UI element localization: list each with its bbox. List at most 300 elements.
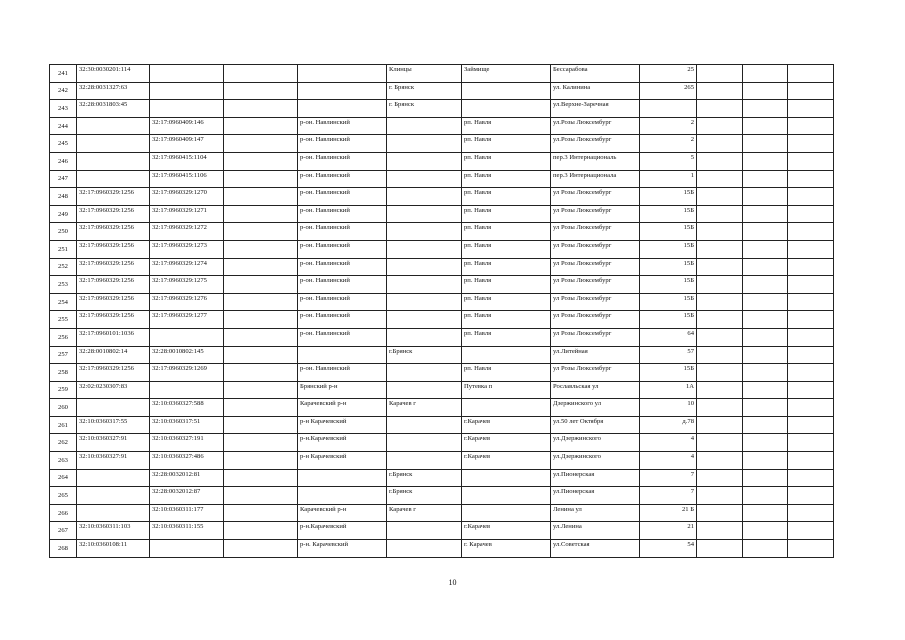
table-cell bbox=[224, 65, 298, 83]
table-cell bbox=[224, 276, 298, 294]
table-cell: 32:17:0960329:1272 bbox=[150, 223, 224, 241]
table-cell: 15Б bbox=[640, 223, 697, 241]
table-cell: Бессарабова bbox=[551, 65, 640, 83]
table-cell bbox=[697, 522, 743, 540]
table-cell: ул.Розы Люксембург bbox=[551, 117, 640, 135]
table-cell bbox=[387, 223, 462, 241]
table-cell bbox=[697, 452, 743, 470]
table-row bbox=[50, 469, 834, 487]
table-cell: 32:10:0360327:588 bbox=[150, 399, 224, 417]
table-cell: 4 bbox=[640, 434, 697, 452]
table-cell bbox=[788, 452, 834, 470]
table-cell bbox=[788, 381, 834, 399]
table-cell: 32:28:0031327:63 bbox=[77, 82, 150, 100]
table-cell: Карачевский р-н bbox=[298, 399, 387, 417]
table-cell bbox=[224, 223, 298, 241]
table-cell: ул Розы Люксембург bbox=[551, 328, 640, 346]
table-cell: 32:17:0960329:1256 bbox=[77, 293, 150, 311]
table-row bbox=[50, 152, 834, 170]
table-cell: рп. Навля bbox=[462, 276, 551, 294]
table-cell: 32:17:0960329:1256 bbox=[77, 311, 150, 329]
table-row bbox=[50, 258, 834, 276]
table-cell bbox=[697, 65, 743, 83]
table-row bbox=[50, 346, 834, 364]
table-cell bbox=[387, 276, 462, 294]
table-cell: 54 bbox=[640, 540, 697, 558]
table-cell bbox=[743, 416, 788, 434]
table-cell bbox=[224, 416, 298, 434]
table-cell bbox=[77, 170, 150, 188]
table-cell: ул Розы Люксембург bbox=[551, 258, 640, 276]
table-cell bbox=[462, 346, 551, 364]
table-cell: Рославльская ул bbox=[551, 381, 640, 399]
table-cell bbox=[298, 469, 387, 487]
table-cell bbox=[640, 100, 697, 118]
table-cell: 15Б bbox=[640, 188, 697, 206]
table-cell: р-он. Навлинский bbox=[298, 276, 387, 294]
table-cell: 32:10:0360327:486 bbox=[150, 452, 224, 470]
table-cell: 2 bbox=[640, 117, 697, 135]
table-cell: ул Розы Люксембург bbox=[551, 364, 640, 382]
table-cell: 32:17:0960329:1269 bbox=[150, 364, 224, 382]
table-cell: 32:10:0360311:103 bbox=[77, 522, 150, 540]
table-cell bbox=[387, 381, 462, 399]
table-cell: 32:10:0360317:51 bbox=[150, 416, 224, 434]
table-cell bbox=[224, 117, 298, 135]
table-cell: рп. Навля bbox=[462, 311, 551, 329]
table-cell: 21 bbox=[640, 522, 697, 540]
table-cell bbox=[743, 223, 788, 241]
table-cell bbox=[743, 311, 788, 329]
table-cell: 32:28:0032012:81 bbox=[150, 469, 224, 487]
table-cell bbox=[150, 328, 224, 346]
table-cell bbox=[77, 504, 150, 522]
table-cell: ул.Розы Люксембург bbox=[551, 135, 640, 153]
table-cell bbox=[788, 82, 834, 100]
table-cell bbox=[150, 65, 224, 83]
table-row bbox=[50, 504, 834, 522]
table-cell: 249 bbox=[50, 205, 77, 223]
table-cell bbox=[697, 504, 743, 522]
table-cell: г. Брянск bbox=[387, 100, 462, 118]
table-cell bbox=[788, 170, 834, 188]
table-cell: 261 bbox=[50, 416, 77, 434]
table-cell: 32:17:0960329:1256 bbox=[77, 223, 150, 241]
table-cell: 32:17:0960329:1276 bbox=[150, 293, 224, 311]
table-cell: 32:17:0960329:1274 bbox=[150, 258, 224, 276]
table-cell: 15Б bbox=[640, 311, 697, 329]
table-cell: р-он. Навлинский bbox=[298, 170, 387, 188]
table-cell bbox=[788, 135, 834, 153]
table-cell: 260 bbox=[50, 399, 77, 417]
table-cell: 32:17:0960329:1277 bbox=[150, 311, 224, 329]
table-cell bbox=[77, 152, 150, 170]
table-cell: г.Брянск bbox=[387, 487, 462, 505]
table-cell bbox=[224, 311, 298, 329]
table-cell: 2 bbox=[640, 135, 697, 153]
table-row bbox=[50, 65, 834, 83]
table-cell bbox=[743, 469, 788, 487]
table-cell: 15Б bbox=[640, 240, 697, 258]
table-cell: 246 bbox=[50, 152, 77, 170]
table-cell bbox=[788, 188, 834, 206]
table-cell bbox=[224, 152, 298, 170]
table-cell: р-он. Навлинский bbox=[298, 188, 387, 206]
table-cell: ул.Ленина bbox=[551, 522, 640, 540]
table-cell bbox=[788, 276, 834, 294]
table-cell: рп. Навля bbox=[462, 188, 551, 206]
table-cell bbox=[788, 328, 834, 346]
table-cell bbox=[224, 135, 298, 153]
table-cell bbox=[697, 293, 743, 311]
table-cell bbox=[387, 152, 462, 170]
table-row bbox=[50, 117, 834, 135]
table-cell bbox=[743, 399, 788, 417]
table-cell: ул.Пионерская bbox=[551, 487, 640, 505]
table-cell: 32:17:0960101:1036 bbox=[77, 328, 150, 346]
table-cell bbox=[224, 240, 298, 258]
table-cell bbox=[697, 416, 743, 434]
table-cell: 259 bbox=[50, 381, 77, 399]
table-cell: 10 bbox=[640, 399, 697, 417]
table-cell: 32:28:0031803:45 bbox=[77, 100, 150, 118]
table-cell: рп. Навля bbox=[462, 170, 551, 188]
table-cell: р-он. Навлинский bbox=[298, 205, 387, 223]
table-cell: Карачев г bbox=[387, 504, 462, 522]
table-cell: ул.Верхне-Заречная bbox=[551, 100, 640, 118]
table-cell bbox=[462, 399, 551, 417]
table-cell bbox=[788, 293, 834, 311]
table-cell: 15Б bbox=[640, 293, 697, 311]
table-cell bbox=[387, 170, 462, 188]
table-cell: 32:10:0360317:55 bbox=[77, 416, 150, 434]
table-cell: г. Брянск bbox=[387, 82, 462, 100]
table-row bbox=[50, 399, 834, 417]
table-cell bbox=[387, 135, 462, 153]
table-cell bbox=[743, 152, 788, 170]
table-cell bbox=[77, 135, 150, 153]
table-cell bbox=[150, 100, 224, 118]
table-cell bbox=[150, 82, 224, 100]
table-cell bbox=[224, 205, 298, 223]
table-cell bbox=[788, 100, 834, 118]
table-row bbox=[50, 311, 834, 329]
table-cell bbox=[224, 170, 298, 188]
table-cell: Клинцы bbox=[387, 65, 462, 83]
table-cell bbox=[697, 469, 743, 487]
table-cell: 248 bbox=[50, 188, 77, 206]
table-cell bbox=[743, 170, 788, 188]
table-cell: рп. Навля bbox=[462, 240, 551, 258]
table-cell bbox=[743, 487, 788, 505]
table-cell bbox=[743, 82, 788, 100]
table-cell bbox=[743, 258, 788, 276]
table-cell bbox=[697, 117, 743, 135]
table-cell: 1А bbox=[640, 381, 697, 399]
table-cell bbox=[697, 205, 743, 223]
table-cell bbox=[788, 364, 834, 382]
table-cell: рп. Навля bbox=[462, 293, 551, 311]
table-cell: 32:10:0360108:11 bbox=[77, 540, 150, 558]
table-cell bbox=[697, 258, 743, 276]
table-cell bbox=[743, 452, 788, 470]
table-cell: 258 bbox=[50, 364, 77, 382]
table-row bbox=[50, 416, 834, 434]
table-cell: 32:02:0230307:83 bbox=[77, 381, 150, 399]
table-cell: г. Карачев bbox=[462, 540, 551, 558]
table-cell: 32:10:0360327:91 bbox=[77, 452, 150, 470]
table-cell bbox=[788, 117, 834, 135]
table-cell: пер.3 Интернациональ bbox=[551, 152, 640, 170]
table-cell: 265 bbox=[50, 487, 77, 505]
table-cell bbox=[77, 117, 150, 135]
table-cell: 245 bbox=[50, 135, 77, 153]
table-cell bbox=[697, 434, 743, 452]
table-cell bbox=[224, 82, 298, 100]
table-cell bbox=[150, 540, 224, 558]
table-cell: 257 bbox=[50, 346, 77, 364]
table-cell bbox=[697, 100, 743, 118]
table-cell: 15Б bbox=[640, 205, 697, 223]
table-cell: 268 bbox=[50, 540, 77, 558]
table-cell bbox=[743, 135, 788, 153]
table-cell: 32:17:0960329:1273 bbox=[150, 240, 224, 258]
table-cell: р-он. Навлинский bbox=[298, 117, 387, 135]
table-cell bbox=[743, 522, 788, 540]
table-cell: 5 bbox=[640, 152, 697, 170]
table-cell bbox=[743, 65, 788, 83]
table-cell bbox=[697, 381, 743, 399]
table-cell: 32:17:0960329:1275 bbox=[150, 276, 224, 294]
table-cell bbox=[743, 100, 788, 118]
table-cell: Карачев г bbox=[387, 399, 462, 417]
table-cell: р-н Карачевский bbox=[298, 416, 387, 434]
table-cell: 15Б bbox=[640, 276, 697, 294]
table-cell bbox=[788, 434, 834, 452]
table-cell bbox=[387, 188, 462, 206]
table-cell: 15Б bbox=[640, 364, 697, 382]
table-row bbox=[50, 276, 834, 294]
table-cell: р-он. Навлинский bbox=[298, 135, 387, 153]
table-cell bbox=[462, 82, 551, 100]
table-cell: 241 bbox=[50, 65, 77, 83]
table-row bbox=[50, 135, 834, 153]
table-cell bbox=[697, 223, 743, 241]
table-cell: Займище bbox=[462, 65, 551, 83]
table-cell: 32:17:0960409:146 bbox=[150, 117, 224, 135]
table-cell: г.Брянск bbox=[387, 469, 462, 487]
table-cell bbox=[743, 188, 788, 206]
table-cell: 266 bbox=[50, 504, 77, 522]
table-cell: 265 bbox=[640, 82, 697, 100]
table-row bbox=[50, 328, 834, 346]
table-cell: г.Карачев bbox=[462, 522, 551, 540]
table-cell: р-н. Карачевский bbox=[298, 540, 387, 558]
table-cell bbox=[788, 240, 834, 258]
table-cell bbox=[224, 540, 298, 558]
table-cell: 267 bbox=[50, 522, 77, 540]
table-cell: 64 bbox=[640, 328, 697, 346]
table-cell bbox=[387, 452, 462, 470]
table-cell: рп. Навля bbox=[462, 223, 551, 241]
table-cell bbox=[743, 205, 788, 223]
table-cell: 32:17:0960329:1256 bbox=[77, 258, 150, 276]
table-cell: Ленина ул bbox=[551, 504, 640, 522]
table-cell: 32:17:0960415:1104 bbox=[150, 152, 224, 170]
table-cell: 32:17:0960329:1256 bbox=[77, 240, 150, 258]
table-cell: р-он. Навлинский bbox=[298, 223, 387, 241]
table-cell bbox=[462, 100, 551, 118]
table-cell: 262 bbox=[50, 434, 77, 452]
table-cell: ул. Калинина bbox=[551, 82, 640, 100]
table-cell: рп. Навля bbox=[462, 205, 551, 223]
table-cell bbox=[743, 434, 788, 452]
table-cell bbox=[150, 381, 224, 399]
table-cell bbox=[743, 293, 788, 311]
table-cell bbox=[697, 188, 743, 206]
table-row bbox=[50, 540, 834, 558]
table-cell: 32:17:0960329:1256 bbox=[77, 205, 150, 223]
table-cell: 32:10:0360311:177 bbox=[150, 504, 224, 522]
table-cell bbox=[387, 364, 462, 382]
table-cell: ул Розы Люксембург bbox=[551, 311, 640, 329]
table-cell bbox=[387, 328, 462, 346]
table-cell bbox=[462, 469, 551, 487]
table-cell: рп. Навля bbox=[462, 258, 551, 276]
table-cell bbox=[743, 346, 788, 364]
table-cell: рп. Навля bbox=[462, 364, 551, 382]
table-cell: р-он. Навлинский bbox=[298, 364, 387, 382]
table-cell: рп. Навля bbox=[462, 135, 551, 153]
table-cell: г.Карачев bbox=[462, 416, 551, 434]
table-cell: 32:10:0360327:91 bbox=[77, 434, 150, 452]
table-cell bbox=[697, 135, 743, 153]
table-cell: Карачевский р-н bbox=[298, 504, 387, 522]
table-cell: 32:17:0960409:147 bbox=[150, 135, 224, 153]
table-cell: 32:17:0960329:1271 bbox=[150, 205, 224, 223]
table-row bbox=[50, 364, 834, 382]
table-cell: 256 bbox=[50, 328, 77, 346]
table-cell: 251 bbox=[50, 240, 77, 258]
table-cell: г.Карачев bbox=[462, 452, 551, 470]
table-cell: 32:10:0360327:191 bbox=[150, 434, 224, 452]
table-cell: 15Б bbox=[640, 258, 697, 276]
table-cell: 252 bbox=[50, 258, 77, 276]
table-cell bbox=[77, 399, 150, 417]
table-cell bbox=[224, 188, 298, 206]
table-cell: ул Розы Люксембург bbox=[551, 240, 640, 258]
table-cell bbox=[788, 223, 834, 241]
table-cell: 244 bbox=[50, 117, 77, 135]
table-row bbox=[50, 170, 834, 188]
table-cell bbox=[743, 540, 788, 558]
table-cell bbox=[697, 311, 743, 329]
table-cell bbox=[743, 504, 788, 522]
table-cell: 32:30:0030201:114 bbox=[77, 65, 150, 83]
table-cell bbox=[743, 381, 788, 399]
table-cell bbox=[462, 487, 551, 505]
table-cell: р-он. Навлинский bbox=[298, 311, 387, 329]
table-cell: ул Розы Люксембург bbox=[551, 223, 640, 241]
table-cell bbox=[697, 540, 743, 558]
table-cell bbox=[788, 258, 834, 276]
table-cell bbox=[788, 152, 834, 170]
table-cell bbox=[788, 346, 834, 364]
table-cell bbox=[387, 311, 462, 329]
table-cell: ул.50 лет Октября bbox=[551, 416, 640, 434]
table-cell bbox=[224, 364, 298, 382]
table-cell bbox=[387, 416, 462, 434]
table-cell: Путевка п bbox=[462, 381, 551, 399]
table-cell: 32:17:0960415:1106 bbox=[150, 170, 224, 188]
table-cell bbox=[387, 434, 462, 452]
table-cell bbox=[224, 381, 298, 399]
table-cell bbox=[387, 540, 462, 558]
table-cell bbox=[788, 311, 834, 329]
table-cell bbox=[697, 82, 743, 100]
table-cell: ул.Литейная bbox=[551, 346, 640, 364]
table-row bbox=[50, 452, 834, 470]
table-cell: д.78 bbox=[640, 416, 697, 434]
table-cell: р-он. Навлинский bbox=[298, 328, 387, 346]
table-cell: 25 bbox=[640, 65, 697, 83]
table-cell bbox=[387, 522, 462, 540]
table-cell: ул Розы Люксембург bbox=[551, 276, 640, 294]
table-cell bbox=[224, 504, 298, 522]
table-cell bbox=[743, 328, 788, 346]
table-cell bbox=[743, 364, 788, 382]
table-cell: ул.Советская bbox=[551, 540, 640, 558]
table-cell: 57 bbox=[640, 346, 697, 364]
table-cell bbox=[298, 82, 387, 100]
table-cell: ул Розы Люксембург bbox=[551, 293, 640, 311]
table-cell: р-он. Навлинский bbox=[298, 258, 387, 276]
table-cell: р-он. Навлинский bbox=[298, 240, 387, 258]
table-cell: 7 bbox=[640, 487, 697, 505]
table-cell: г.Брянск bbox=[387, 346, 462, 364]
table-cell: г.Карачев bbox=[462, 434, 551, 452]
table-cell bbox=[697, 276, 743, 294]
table-row bbox=[50, 240, 834, 258]
table-cell: ул Розы Люксембург bbox=[551, 188, 640, 206]
table-row bbox=[50, 522, 834, 540]
table-cell bbox=[697, 152, 743, 170]
table-cell bbox=[224, 469, 298, 487]
table-cell bbox=[387, 117, 462, 135]
table-cell: ул.Пионерская bbox=[551, 469, 640, 487]
table-cell bbox=[224, 434, 298, 452]
table-cell: Дзержинского ул bbox=[551, 399, 640, 417]
table-cell bbox=[743, 276, 788, 294]
table-cell: 21 Б bbox=[640, 504, 697, 522]
table-cell bbox=[298, 100, 387, 118]
table-cell: 32:17:0960329:1256 bbox=[77, 276, 150, 294]
table-cell bbox=[697, 328, 743, 346]
table-cell: ул.Дзержинского bbox=[551, 434, 640, 452]
table-cell: 247 bbox=[50, 170, 77, 188]
table-cell bbox=[224, 328, 298, 346]
table-cell bbox=[788, 205, 834, 223]
table-cell: 32:10:0360311:155 bbox=[150, 522, 224, 540]
table-row bbox=[50, 188, 834, 206]
table-cell bbox=[697, 399, 743, 417]
table-cell: 250 bbox=[50, 223, 77, 241]
table-cell bbox=[298, 487, 387, 505]
table-cell: 263 bbox=[50, 452, 77, 470]
table-row bbox=[50, 82, 834, 100]
table-cell bbox=[387, 293, 462, 311]
table-row bbox=[50, 487, 834, 505]
